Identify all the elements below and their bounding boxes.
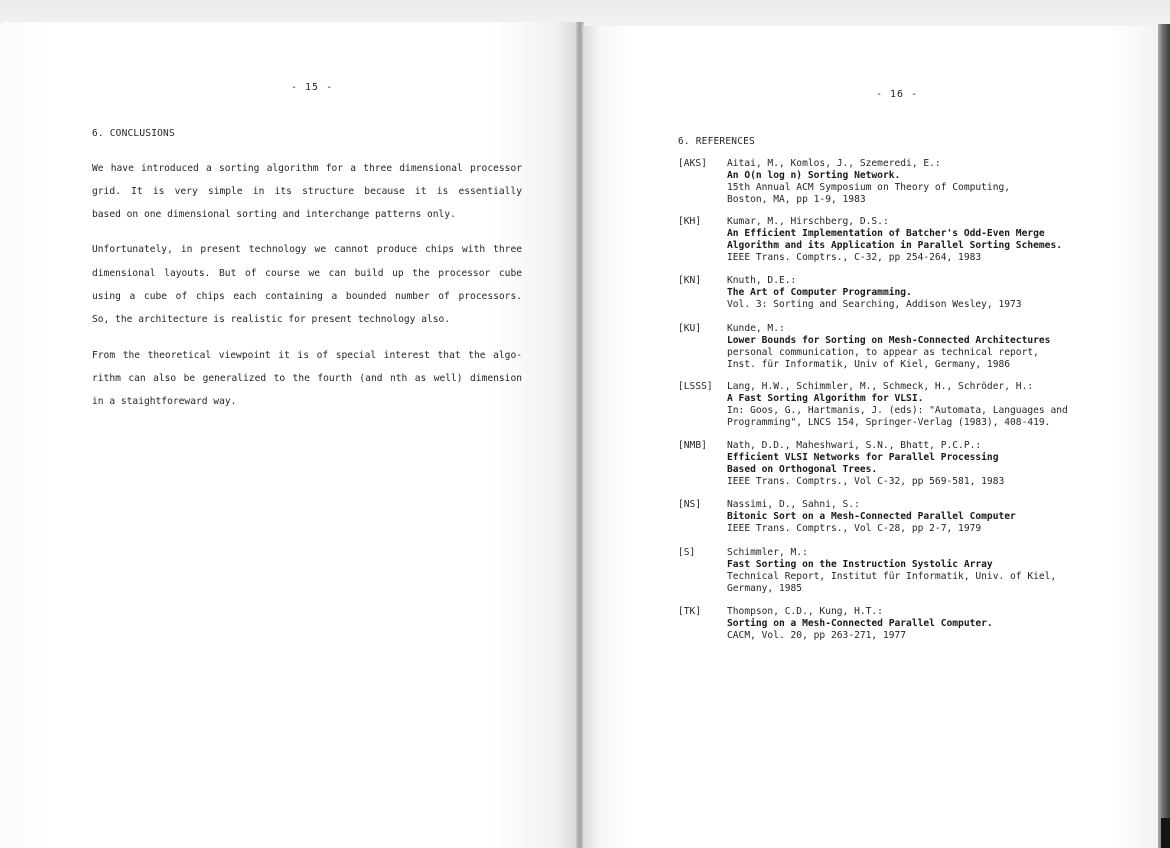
reference-title: Lower Bounds for Sorting on Mesh-Connected Architectures [727, 335, 1051, 346]
section-title-references: 6. REFERENCES [678, 136, 755, 147]
reference-authors: Kunde, M.: [727, 323, 785, 334]
conclusions-p2-line4: So, the architecture is realistic for present technology also. [92, 314, 451, 325]
reference-details: 15th Annual ACM Symposium on Theory of Computing, [727, 182, 1011, 193]
conclusions-p3-line1: From the theoretical viewpoint it is of special interest that the algo- [92, 350, 522, 361]
conclusions-p1-line1: We have introduced a sorting algorithm for a three dimensional processor [92, 163, 522, 174]
reference-details: IEEE Trans. Comptrs., C-32, pp 254-264, 1983 [727, 252, 982, 263]
page-edge-shadow [1158, 24, 1170, 848]
reference-key: [KU] [678, 323, 702, 334]
conclusions-p1-line2: grid. It is very simple in its structure because it is essentially [92, 186, 522, 197]
reference-title: Fast Sorting on the Instruction Systolic Array [727, 559, 993, 570]
reference-authors: Kumar, M., Hirschberg, D.S.: [727, 216, 889, 227]
page-edge-corner [1161, 818, 1170, 848]
reference-details: personal communication, to appear as technical report, [727, 347, 1039, 358]
reference-authors: Aitai, M., Komlos, J., Szemeredi, E.: [727, 158, 941, 169]
reference-title: Efficient VLSI Networks for Parallel Processing [727, 452, 999, 463]
reference-title: An Efficient Implementation of Batcher's Odd-Even Merge [727, 228, 1045, 239]
reference-title: Based on Orthogonal Trees. [727, 464, 878, 475]
reference-title: Sorting on a Mesh-Connected Parallel Computer. [727, 618, 993, 629]
reference-authors: Schimmler, M.: [727, 547, 808, 558]
reference-key: [S] [678, 547, 696, 558]
reference-authors: Thompson, C.D., Kung, H.T.: [727, 606, 883, 617]
reference-authors: Nassimi, D., Sahni, S.: [727, 499, 860, 510]
reference-details: Germany, 1985 [727, 583, 803, 594]
section-title-conclusions: 6. CONCLUSIONS [92, 128, 175, 139]
reference-key: [KN] [678, 275, 702, 286]
reference-authors: Knuth, D.E.: [727, 275, 797, 286]
left-page [0, 22, 578, 848]
reference-key: [NMB] [678, 440, 707, 451]
reference-details: IEEE Trans. Comptrs., Vol C-32, pp 569-581, 1983 [727, 476, 1005, 487]
page-number-left: - 15 - [291, 82, 334, 93]
reference-key: [AKS] [678, 158, 707, 169]
reference-details: Boston, MA, pp 1-9, 1983 [727, 194, 866, 205]
reference-title: A Fast Sorting Algorithm for VLSI. [727, 393, 924, 404]
reference-details: Inst. für Informatik, Univ of Kiel, Germany, 1986 [727, 359, 1011, 370]
page-number-right: - 16 - [876, 89, 919, 100]
reference-authors: Nath, D.D., Maheshwari, S.N., Bhatt, P.C.P.: [727, 440, 982, 451]
conclusions-p3-line2: rithm can also be generalized to the fourth (and nth as well) dimension [92, 373, 522, 384]
reference-details: Technical Report, Institut für Informatik, Univ. of Kiel, [727, 571, 1057, 582]
conclusions-p2-line2: dimensional layouts. But of course we can build up the processor cube [92, 268, 522, 279]
reference-title: An O(n log n) Sorting Network. [727, 170, 901, 181]
reference-title: Bitonic Sort on a Mesh-Connected Parallel Computer [727, 511, 1016, 522]
conclusions-p1-line3: based on one dimensional sorting and interchange patterns only. [92, 209, 456, 220]
reference-title: Algorithm and its Application in Parallel Sorting Schemes. [727, 240, 1063, 251]
reference-details: In: Goos, G., Hartmanis, J. (eds): "Automata, Languages and [727, 405, 1068, 416]
reference-details: CACM, Vol. 20, pp 263-271, 1977 [727, 630, 907, 641]
reference-details: Vol. 3: Sorting and Searching, Addison Wesley, 1973 [727, 299, 1022, 310]
conclusions-p2-line1: Unfortunately, in present technology we cannot produce chips with three [92, 244, 522, 255]
reference-key: [NS] [678, 499, 702, 510]
reference-key: [TK] [678, 606, 702, 617]
reference-details: Programming", LNCS 154, Springer-Verlag (1983), 408-419. [727, 417, 1051, 428]
reference-authors: Lang, H.W., Schimmler, M., Schmeck, H., Schröder, H.: [727, 381, 1034, 392]
reference-title: The Art of Computer Programming. [727, 287, 912, 298]
reference-key: [KH] [678, 216, 702, 227]
right-page [583, 26, 1158, 848]
reference-details: IEEE Trans. Comptrs., Vol C-28, pp 2-7, 1979 [727, 523, 982, 534]
reference-key: [LSSS] [678, 381, 713, 392]
conclusions-p2-line3: using a cube of chips each containing a bounded number of processors. [92, 291, 522, 302]
conclusions-p3-line3: in a staightforeward way. [92, 396, 237, 407]
